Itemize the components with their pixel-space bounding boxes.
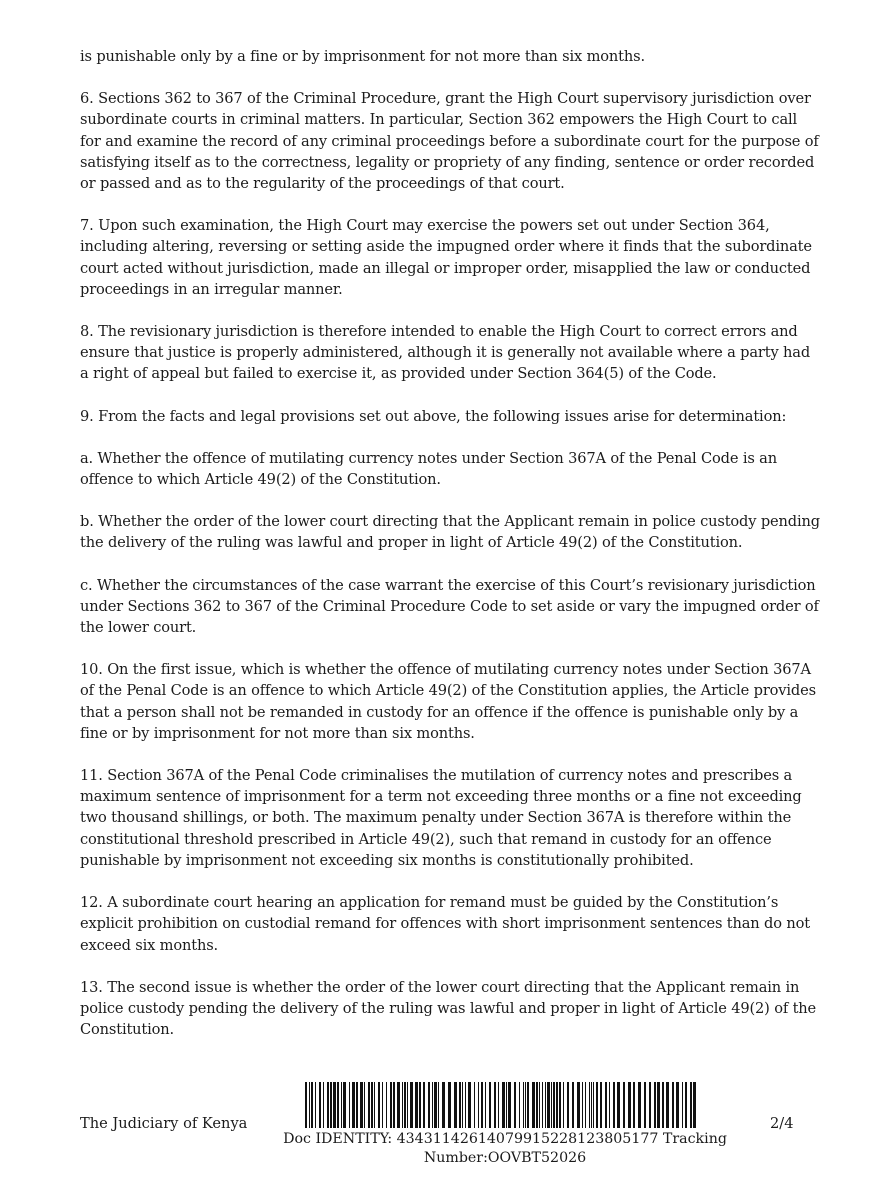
barcode-bar <box>407 1082 408 1128</box>
barcode-bar <box>454 1082 457 1128</box>
barcode-bar <box>545 1082 546 1128</box>
barcode-bar <box>633 1082 635 1128</box>
doc-identity: Doc IDENTITY: 434311426140799152281238051​77 Tracking Number:OOVBT52026 <box>283 1131 727 1166</box>
barcode-bar <box>327 1082 329 1128</box>
barcode-bar <box>644 1082 646 1128</box>
barcode-bar <box>311 1082 313 1128</box>
barcode-bar <box>617 1082 620 1128</box>
barcode-bar <box>390 1082 392 1128</box>
barcode-bar <box>551 1082 552 1128</box>
barcode-bar <box>502 1082 505 1128</box>
barcode-bar <box>368 1082 370 1128</box>
barcode-bar <box>341 1082 342 1128</box>
barcode-bar <box>478 1082 479 1128</box>
barcode-bar <box>349 1082 350 1128</box>
barcode-bar <box>666 1082 669 1128</box>
paragraph-13: 13. The second issue is whether the order of the lower court directing that the Applicant remain in police custody pending the delivery of the ruling was lawful and proper in light of Article 49(2) of the Constitution. <box>80 978 817 1039</box>
barcode-bar <box>519 1082 520 1128</box>
barcode-bar <box>419 1082 421 1128</box>
barcode-bar <box>343 1082 346 1128</box>
barcode-bar <box>662 1082 664 1128</box>
barcode-bar <box>539 1082 540 1128</box>
barcode-bar <box>553 1082 555 1128</box>
barcode-bar <box>508 1082 511 1128</box>
barcode-bar <box>506 1082 507 1128</box>
barcode-bar <box>374 1082 375 1128</box>
barcode-bar <box>423 1082 425 1128</box>
barcode-bar <box>596 1082 598 1128</box>
barcode-bar <box>600 1082 602 1128</box>
barcode-bar <box>638 1082 641 1128</box>
footer-issuer: The Judiciary of Kenya <box>80 1115 248 1132</box>
paragraph-8: 8. The revisionary jurisdiction is therefore intended to enable the High Court to correct errors and ensure that justice is properly administered, although it is generally not available where a party had a right of appeal but failed to exercise it, as provided under Section 364(5) of the Code. <box>80 323 811 383</box>
barcode-bar <box>319 1082 321 1128</box>
paragraph-10: 10. On the first issue, which is whether the offence of mutilating currency notes under Section 367A of the Penal Code is an offence to which Article 49(2) of the Constitution applies, the Article provides that a person shall not be remanded in custody for an offence if the offence is punishable only by a fine or by imprisonment for not more than six months. <box>80 661 816 742</box>
page-number: 2/4 <box>770 1115 794 1132</box>
barcode-bar <box>434 1082 437 1128</box>
barcode-bar <box>468 1082 471 1128</box>
barcode-bar <box>442 1082 445 1128</box>
barcode-bar <box>352 1082 355 1128</box>
barcode-bar <box>371 1082 373 1128</box>
barcode-bar <box>563 1082 564 1128</box>
barcode-bar <box>474 1082 475 1128</box>
barcode-bar <box>542 1082 543 1128</box>
barcode-bar <box>577 1082 580 1128</box>
barcode-bar <box>438 1082 439 1128</box>
barcode-bar <box>690 1082 692 1128</box>
paragraph-9: 9. From the facts and legal provisions set out above, the following issues arise for determination: <box>80 407 787 425</box>
barcode-bar <box>657 1082 660 1128</box>
barcode-bar <box>591 1082 592 1128</box>
barcode-bar <box>337 1082 339 1128</box>
barcode-bar <box>676 1082 679 1128</box>
barcode-bar <box>536 1082 538 1128</box>
barcode-bar <box>567 1082 569 1128</box>
barcode-bar <box>432 1082 433 1128</box>
barcode-bar <box>309 1082 310 1128</box>
barcode-bar <box>360 1082 363 1128</box>
barcode-bar <box>404 1082 406 1128</box>
barcode-bar <box>649 1082 651 1128</box>
barcode-bar <box>485 1082 486 1128</box>
barcode-bar <box>527 1082 529 1128</box>
barcode-bar <box>628 1082 631 1128</box>
barcode-bar <box>494 1082 496 1128</box>
barcode-bar <box>305 1082 307 1128</box>
barcode-bar <box>609 1082 610 1128</box>
barcode-bar <box>402 1082 403 1128</box>
barcode-bar <box>693 1082 696 1128</box>
barcode-bar <box>605 1082 607 1128</box>
barcode-bar <box>547 1082 550 1128</box>
paragraph-6: 6. Sections 362 to 367 of the Criminal Procedure, grant the High Court supervisory jurisdiction over subordinate courts in criminal matters. In particular, Section 362 empowers the High Court to call for and examine the record of any criminal proceedings before a subordinate court for the purpose of satisfying itself as to the correctness, legality or propriety of any finding, sentence or order recorded or passed and as to the regularity of the proceedings of that court. <box>80 90 819 193</box>
barcode-bar <box>589 1082 590 1128</box>
barcode-bar <box>489 1082 491 1128</box>
barcode-bar <box>382 1082 383 1128</box>
paragraph-11: 11. Section 367A of the Penal Code criminalises the mutilation of currency notes and prescribes a maximum sentence of imprisonment for a term not exceeding three months or a fine not exceeding two thousand shillings, or both. The maximum penalty under Section 367A is therefore within the constitutional threshold prescribed in Article 49(2), such that remand in custody for an offence punishable by imprisonment not exceeding six months is constitutionally prohibited. <box>80 767 802 869</box>
barcode-bar <box>532 1082 535 1128</box>
barcode-bar <box>462 1082 463 1128</box>
barcode-bar <box>514 1082 516 1128</box>
issue-a: a. Whether the offence of mutilating currency notes under Section 367A of the Penal Code is an offence to which Article 49(2) of the Constitution. <box>80 449 777 489</box>
barcode-bar <box>572 1082 574 1128</box>
barcode-bar <box>525 1082 526 1128</box>
barcode-bar <box>559 1082 561 1128</box>
barcode-bar <box>481 1082 483 1128</box>
barcode-bar <box>333 1082 336 1128</box>
barcode-bar <box>364 1082 365 1128</box>
barcode-bar <box>585 1082 586 1128</box>
barcode-bar <box>315 1082 316 1128</box>
barcode-bar <box>613 1082 615 1128</box>
barcode-bar <box>393 1082 395 1128</box>
issue-c: c. Whether the circumstances of the case warrant the exercise of this Court’s revisionary jurisdiction under Sections 362 to 367 of the Criminal Procedure Code to set aside or vary the impugned order of the lower court. <box>80 576 819 637</box>
issue-b: b. Whether the order of the lower court directing that the Applicant remain in police custody pending the delivery of the ruling was lawful and proper in light of Article 49(2) of the Constitution. <box>80 513 820 552</box>
paragraph-12: 12. A subordinate court hearing an application for remand must be guided by the Constitution’s explicit prohibition on custodial remand for offences with short imprisonment sentences than do not exceed six months. <box>80 894 810 954</box>
barcode-bar <box>415 1082 418 1128</box>
barcode-image <box>305 1082 697 1128</box>
barcode-bar <box>448 1082 451 1128</box>
barcode-bar <box>323 1082 324 1128</box>
barcode-bar <box>428 1082 430 1128</box>
barcode-bar <box>465 1082 466 1128</box>
barcode-bar <box>682 1082 683 1128</box>
barcode-bar <box>397 1082 400 1128</box>
barcode-bar <box>459 1082 461 1128</box>
barcode-bar <box>685 1082 687 1128</box>
barcode-bar <box>654 1082 656 1128</box>
barcode-bar <box>593 1082 594 1128</box>
barcode-bar <box>378 1082 380 1128</box>
paragraph-continuation: is punishable only by a fine or by imprisonment for not more than six months. <box>80 48 645 65</box>
barcode-bar <box>410 1082 413 1128</box>
barcode-bar <box>330 1082 332 1128</box>
barcode-bar <box>498 1082 499 1128</box>
barcode-bar <box>582 1082 583 1128</box>
paragraph-7: 7. Upon such examination, the High Court may exercise the powers set out under Section 364, including altering, reversing or setting aside the impugned order where it finds that the subordinate court acted without jurisdiction, made an illegal or improper order, misapplied the law or conducted proceedings in an irregular manner. <box>80 217 812 298</box>
barcode-bar <box>523 1082 524 1128</box>
judgment-body <box>80 46 820 1061</box>
barcode-bar <box>386 1082 387 1128</box>
barcode-bar <box>672 1082 674 1128</box>
barcode-bar <box>623 1082 625 1128</box>
barcode-bar <box>356 1082 358 1128</box>
barcode-bar <box>556 1082 558 1128</box>
